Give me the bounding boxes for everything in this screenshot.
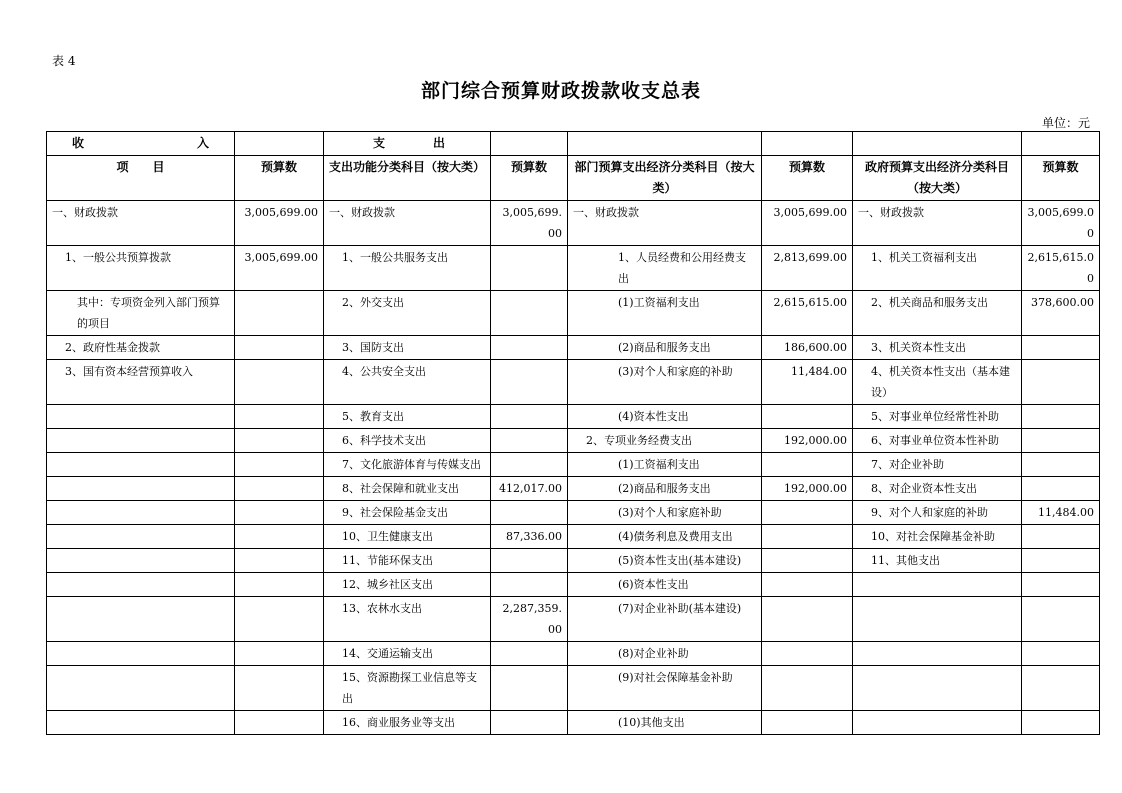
header-blank (762, 132, 853, 156)
dept-economic-amount-cell (762, 711, 853, 735)
dept-economic-amount-cell (762, 597, 853, 642)
gov-economic-category-cell: 11、其他支出 (853, 549, 1022, 573)
dept-economic-category-cell: (1)工资福利支出 (568, 453, 762, 477)
function-category-cell: 7、文化旅游体育与传媒支出 (324, 453, 491, 477)
income-header-left: 收 (72, 136, 85, 150)
dept-economic-category-cell: (2)商品和服务支出 (568, 477, 762, 501)
expense-header-left: 支 (373, 136, 386, 150)
gov-economic-category-cell (853, 597, 1022, 642)
gov-economic-category-cell: 7、对企业补助 (853, 453, 1022, 477)
income-amount-cell (235, 429, 324, 453)
dept-economic-category-cell: (6)资本性支出 (568, 573, 762, 597)
dept-economic-amount-cell: 192,000.00 (762, 429, 853, 453)
income-amount-cell (235, 405, 324, 429)
header-blank (491, 132, 568, 156)
gov-economic-category-cell: 5、对事业单位经常性补助 (853, 405, 1022, 429)
gov-economic-category-cell: 4、机关资本性支出（基本建设） (853, 360, 1022, 405)
gov-economic-category-cell (853, 642, 1022, 666)
table-number: 表 4 (52, 54, 76, 68)
income-amount-cell (235, 573, 324, 597)
gov-economic-amount-cell (1022, 405, 1100, 429)
table-row (47, 405, 1100, 429)
dept-economic-amount-cell (762, 501, 853, 525)
income-item-cell (47, 405, 235, 429)
income-amount-cell (235, 336, 324, 360)
gov-economic-amount-cell (1022, 666, 1100, 711)
dept-economic-amount-cell (762, 573, 853, 597)
gov-economic-amount-cell (1022, 429, 1100, 453)
income-item-cell: 其中：专项资金列入部门预算的项目 (47, 291, 235, 336)
function-category-cell: 14、交通运输支出 (324, 642, 491, 666)
function-amount-cell (491, 360, 568, 405)
function-amount-cell (491, 453, 568, 477)
income-item-cell: 3、国有资本经营预算收入 (47, 360, 235, 405)
table-row (47, 246, 1100, 291)
dept-economic-category-cell: (4)资本性支出 (568, 405, 762, 429)
dept-economic-category-cell: 2、专项业务经费支出 (568, 429, 762, 453)
income-item-cell (47, 453, 235, 477)
dept-economic-category-cell: (7)对企业补助(基本建设) (568, 597, 762, 642)
expense-header-right: 出 (432, 136, 445, 150)
function-amount-cell (491, 711, 568, 735)
dept-economic-amount-cell (762, 405, 853, 429)
function-amount-cell (491, 573, 568, 597)
gov-economic-amount-cell (1022, 477, 1100, 501)
function-amount-cell (491, 291, 568, 336)
column-header: 政府预算支出经济分类科目（按大类） (853, 156, 1022, 201)
function-category-cell: 8、社会保障和就业支出 (324, 477, 491, 501)
gov-economic-amount-cell (1022, 336, 1100, 360)
dept-economic-amount-cell (762, 453, 853, 477)
gov-economic-amount-cell (1022, 453, 1100, 477)
dept-economic-amount-cell (762, 642, 853, 666)
income-amount-cell (235, 549, 324, 573)
header-blank (568, 132, 762, 156)
table-row (47, 501, 1100, 525)
function-category-cell: 3、国防支出 (324, 336, 491, 360)
dept-economic-category-cell: (3)对个人和家庭补助 (568, 501, 762, 525)
gov-economic-amount-cell: 378,600.00 (1022, 291, 1100, 336)
gov-economic-amount-cell (1022, 573, 1100, 597)
income-amount-cell (235, 453, 324, 477)
dept-economic-amount-cell (762, 666, 853, 711)
gov-economic-amount-cell (1022, 642, 1100, 666)
income-item-cell (47, 597, 235, 642)
income-amount-cell (235, 525, 324, 549)
function-amount-cell (491, 336, 568, 360)
income-amount-cell (235, 597, 324, 642)
gov-economic-category-cell: 6、对事业单位资本性补助 (853, 429, 1022, 453)
income-item-cell (47, 666, 235, 711)
income-item-cell (47, 711, 235, 735)
gov-economic-category-cell: 9、对个人和家庭的补助 (853, 501, 1022, 525)
header-row-sections (47, 132, 1100, 156)
income-amount-cell (235, 291, 324, 336)
budget-table (46, 131, 1100, 735)
dept-economic-category-cell: (8)对企业补助 (568, 642, 762, 666)
dept-economic-category-cell: (2)商品和服务支出 (568, 336, 762, 360)
dept-economic-category-cell: (9)对社会保障基金补助 (568, 666, 762, 711)
dept-economic-amount-cell: 192,000.00 (762, 477, 853, 501)
function-amount-cell (491, 642, 568, 666)
function-amount-cell: 87,336.00 (491, 525, 568, 549)
income-item-cell (47, 477, 235, 501)
dept-economic-category-cell: (5)资本性支出(基本建设) (568, 549, 762, 573)
column-header: 预算数 (1022, 156, 1100, 201)
income-amount-cell (235, 666, 324, 711)
function-category-cell: 9、社会保险基金支出 (324, 501, 491, 525)
gov-economic-category-cell: 一、财政拨款 (853, 201, 1022, 246)
function-amount-cell: 3,005,699.00 (491, 201, 568, 246)
table-row (47, 573, 1100, 597)
function-category-cell: 一、财政拨款 (324, 201, 491, 246)
dept-economic-amount-cell: 186,600.00 (762, 336, 853, 360)
gov-economic-category-cell: 1、机关工资福利支出 (853, 246, 1022, 291)
income-item-cell: 1、一般公共预算拨款 (47, 246, 235, 291)
income-item-cell (47, 573, 235, 597)
dept-economic-category-cell: (10)其他支出 (568, 711, 762, 735)
income-item-cell (47, 429, 235, 453)
document-title: 部门综合预算财政拨款收支总表 (420, 80, 701, 102)
gov-economic-category-cell: 3、机关资本性支出 (853, 336, 1022, 360)
income-amount-cell: 3,005,699.00 (235, 201, 324, 246)
income-amount-cell (235, 642, 324, 666)
table-row (47, 549, 1100, 573)
dept-economic-category-cell: 一、财政拨款 (568, 201, 762, 246)
table-row (47, 477, 1100, 501)
column-header: 项 目 (47, 156, 235, 201)
gov-economic-amount-cell (1022, 360, 1100, 405)
table-row (47, 201, 1100, 246)
income-amount-cell: 3,005,699.00 (235, 246, 324, 291)
function-category-cell: 6、科学技术支出 (324, 429, 491, 453)
table-row (47, 666, 1100, 711)
function-amount-cell: 412,017.00 (491, 477, 568, 501)
table-row (47, 453, 1100, 477)
income-amount-cell (235, 360, 324, 405)
income-item-cell (47, 642, 235, 666)
dept-economic-amount-cell: 11,484.00 (762, 360, 853, 405)
gov-economic-category-cell: 8、对企业资本性支出 (853, 477, 1022, 501)
table-row (47, 597, 1100, 642)
income-item-cell (47, 525, 235, 549)
gov-economic-amount-cell (1022, 525, 1100, 549)
dept-economic-category-cell: (4)债务利息及费用支出 (568, 525, 762, 549)
function-amount-cell (491, 405, 568, 429)
income-amount-cell (235, 477, 324, 501)
column-header: 支出功能分类科目（按大类） (324, 156, 491, 201)
dept-economic-amount-cell (762, 549, 853, 573)
table-row (47, 711, 1100, 735)
unit-label: 单位：元 (1041, 116, 1090, 130)
income-item-cell: 2、政府性基金拨款 (47, 336, 235, 360)
dept-economic-amount-cell (762, 525, 853, 549)
column-header: 预算数 (235, 156, 324, 201)
gov-economic-amount-cell (1022, 549, 1100, 573)
dept-economic-amount-cell: 3,005,699.00 (762, 201, 853, 246)
table-row (47, 642, 1100, 666)
income-item-cell (47, 549, 235, 573)
column-header: 预算数 (762, 156, 853, 201)
gov-economic-amount-cell (1022, 597, 1100, 642)
function-category-cell: 13、农林水支出 (324, 597, 491, 642)
income-amount-cell (235, 711, 324, 735)
function-category-cell: 15、资源勘探工业信息等支出 (324, 666, 491, 711)
column-header: 预算数 (491, 156, 568, 201)
expense-header (324, 132, 491, 156)
gov-economic-category-cell: 2、机关商品和服务支出 (853, 291, 1022, 336)
income-amount-cell (235, 501, 324, 525)
function-category-cell: 4、公共安全支出 (324, 360, 491, 405)
income-item-cell: 一、财政拨款 (47, 201, 235, 246)
dept-economic-category-cell: (1)工资福利支出 (568, 291, 762, 336)
gov-economic-category-cell (853, 666, 1022, 711)
function-amount-cell: 2,287,359.00 (491, 597, 568, 642)
function-category-cell: 16、商业服务业等支出 (324, 711, 491, 735)
function-category-cell: 10、卫生健康支出 (324, 525, 491, 549)
function-category-cell: 5、教育支出 (324, 405, 491, 429)
table-row (47, 360, 1100, 405)
income-header-right: 入 (196, 136, 209, 150)
function-amount-cell (491, 429, 568, 453)
function-category-cell: 1、一般公共服务支出 (324, 246, 491, 291)
dept-economic-amount-cell: 2,615,615.00 (762, 291, 853, 336)
gov-economic-amount-cell: 11,484.00 (1022, 501, 1100, 525)
header-row-columns (47, 156, 1100, 201)
gov-economic-amount-cell: 2,615,615.00 (1022, 246, 1100, 291)
gov-economic-amount-cell (1022, 711, 1100, 735)
function-category-cell: 11、节能环保支出 (324, 549, 491, 573)
table-row (47, 291, 1100, 336)
function-amount-cell (491, 246, 568, 291)
income-item-cell (47, 501, 235, 525)
gov-economic-category-cell: 10、对社会保障基金补助 (853, 525, 1022, 549)
table-row (47, 429, 1100, 453)
income-header (47, 132, 235, 156)
column-header: 部门预算支出经济分类科目（按大类） (568, 156, 762, 201)
table-row (47, 525, 1100, 549)
function-amount-cell (491, 666, 568, 711)
dept-economic-category-cell: (3)对个人和家庭的补助 (568, 360, 762, 405)
function-category-cell: 2、外交支出 (324, 291, 491, 336)
gov-economic-amount-cell: 3,005,699.00 (1022, 201, 1100, 246)
dept-economic-category-cell: 1、人员经费和公用经费支出 (568, 246, 762, 291)
header-blank (235, 132, 324, 156)
header-blank (1022, 132, 1100, 156)
header-blank (853, 132, 1022, 156)
function-category-cell: 12、城乡社区支出 (324, 573, 491, 597)
table-row (47, 336, 1100, 360)
function-amount-cell (491, 549, 568, 573)
gov-economic-category-cell (853, 573, 1022, 597)
gov-economic-category-cell (853, 711, 1022, 735)
function-amount-cell (491, 501, 568, 525)
dept-economic-amount-cell: 2,813,699.00 (762, 246, 853, 291)
